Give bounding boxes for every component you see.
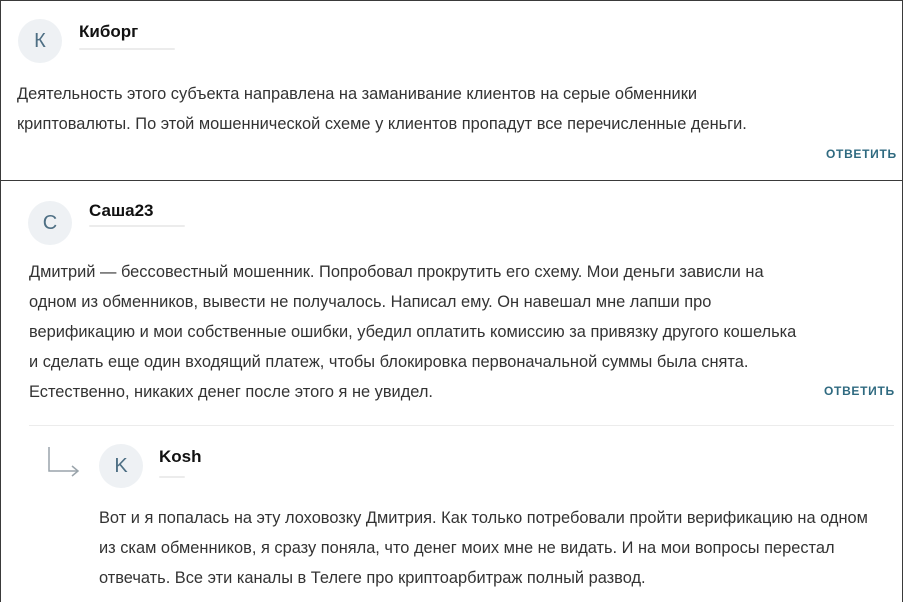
comment-author: Саша23 [89, 201, 154, 220]
comment-text: Деятельность этого субъекта направлена на заманивание клиентов на серые обменники криптовалюты. По этой мошеннической схеме у клиентов пропадут все перечисленные деньги. [17, 85, 747, 133]
reply-button[interactable]: ОТВЕТИТЬ [826, 147, 897, 161]
comment-date [89, 225, 185, 227]
reply-button[interactable]: ОТВЕТИТЬ [824, 384, 895, 398]
comment-thread [0, 180, 903, 602]
comment-card [0, 0, 903, 181]
comment-text: Вот и я попалась на эту лоховозку Дмитрия. Как только потребовали пройти верификацию на одном из скам обменников, я сразу поняла, что денег моих мне не видать. И на мои вопросы перестал отвечать. Все эти каналы в Телеге про криптоарбитраж полный развод. [99, 509, 868, 587]
divider [29, 425, 894, 426]
comment-author: Kosh [159, 447, 202, 466]
avatar: К [18, 19, 62, 63]
comment-date [159, 476, 185, 478]
avatar: С [28, 201, 72, 245]
comment-text: Дмитрий — бессовестный мошенник. Попробовал прокрутить его схему. Мои деньги зависли на одном из обменников, вывести не получалось. Написал ему. Он навешал мне лапши про верификацию и мои собственные ошибки, убедил оплатить комиссию за привязку другого кошелька и сделать еще один входящий платеж, чтобы блокировка первоначальной суммы была снята. Естественно, никаких денег после этого я не увидел. [29, 263, 797, 401]
comment-author: Киборг [79, 22, 139, 41]
avatar: K [99, 444, 143, 488]
reply-arrow-icon [45, 445, 83, 479]
comment-date [79, 48, 175, 50]
